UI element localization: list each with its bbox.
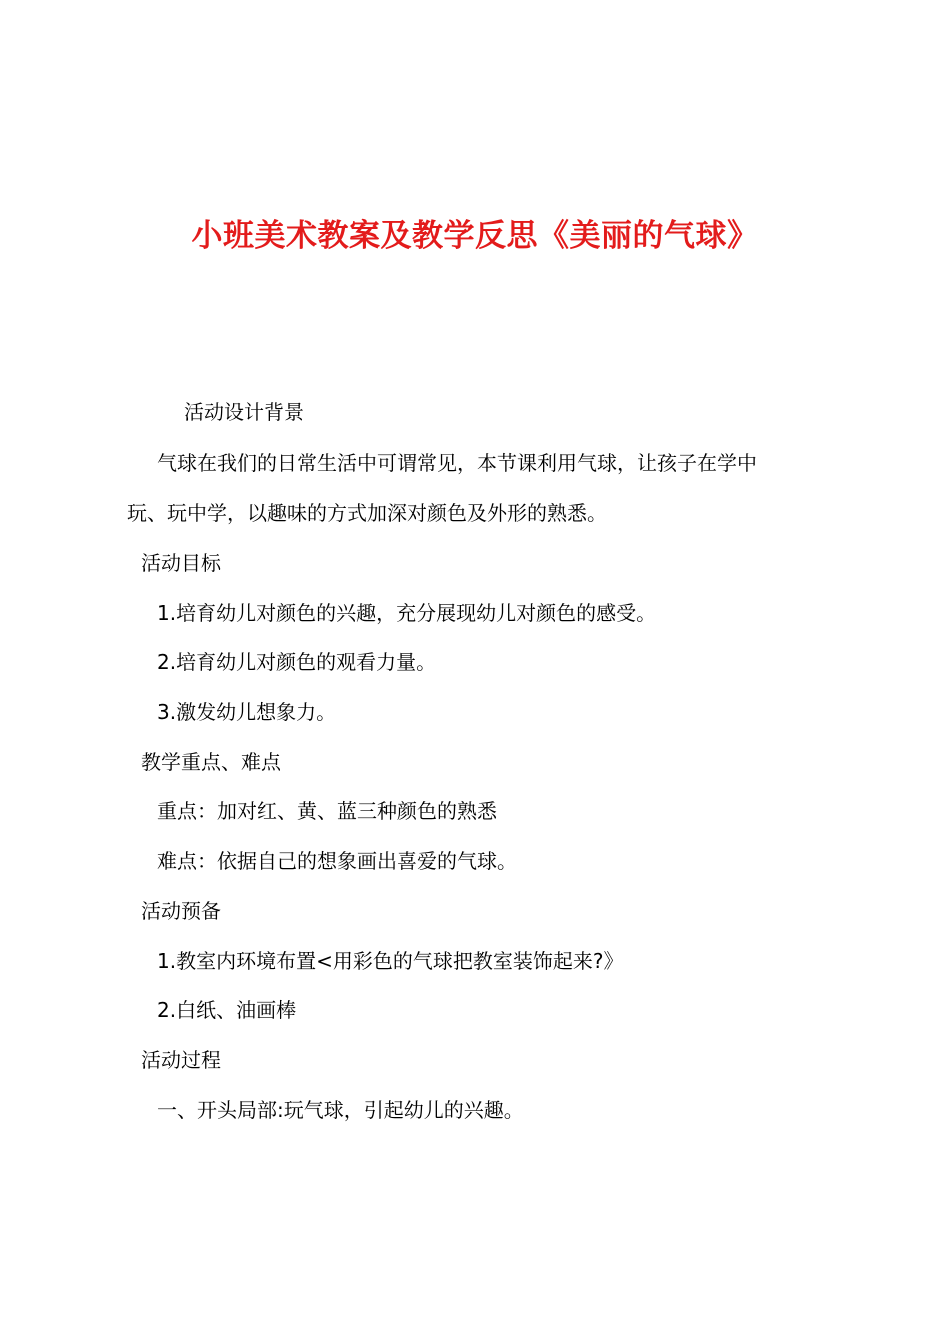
goal-item: 3.激发幼儿想象力。 — [157, 700, 337, 724]
key-point-item: 难点：依据自己的想象画出喜爱的气球。 — [157, 849, 517, 873]
key-point-item: 重点：加对红、黄、蓝三种颜色的熟悉 — [157, 799, 497, 823]
section-heading-process: 活动过程 — [141, 1048, 221, 1072]
background-paragraph-line-2: 玩、玩中学，以趣味的方式加深对颜色及外形的熟悉。 — [127, 501, 607, 525]
preparation-item: 2.白纸、油画棒 — [157, 998, 297, 1022]
preparation-item: 1.教室内环境布置<用彩色的气球把教室装饰起来?》 — [157, 949, 624, 973]
section-heading-preparation: 活动预备 — [141, 899, 221, 923]
section-heading-goals: 活动目标 — [141, 551, 221, 575]
goal-item: 2.培育幼儿对颜色的观看力量。 — [157, 650, 437, 674]
section-heading-background: 活动设计背景 — [184, 400, 304, 424]
background-paragraph-line-1: 气球在我们的日常生活中可谓常见，本节课利用气球，让孩子在学中 — [157, 451, 757, 475]
process-item: 一、开头局部:玩气球，引起幼儿的兴趣。 — [157, 1098, 524, 1122]
document-title: 小班美术教案及教学反思《美丽的气球》 — [191, 218, 759, 254]
section-heading-key-points: 教学重点、难点 — [141, 750, 281, 774]
goal-item: 1.培育幼儿对颜色的兴趣，充分展现幼儿对颜色的感受。 — [157, 601, 657, 625]
